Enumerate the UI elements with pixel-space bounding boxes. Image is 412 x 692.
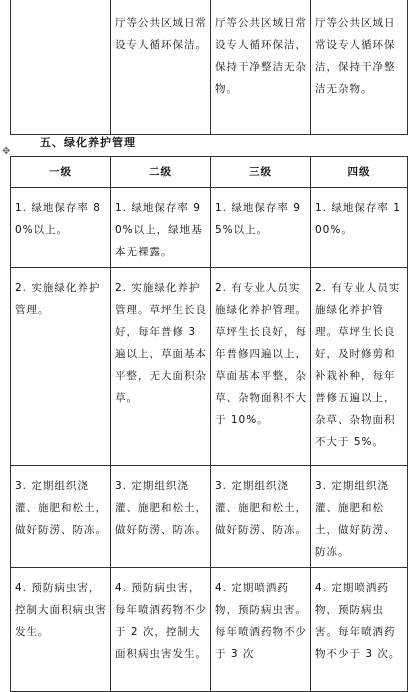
section-heading: 五、绿化养护管理 — [40, 136, 136, 149]
table-move-handle-icon[interactable]: ✥ — [2, 146, 11, 157]
table-cell: 4. 预防病虫害，控制大面积病虫害发生。 — [11, 568, 111, 692]
greening-maintenance-table — [10, 156, 408, 692]
table-row — [11, 466, 408, 568]
table-cell: 厅等公共区域日常设专人循环保洁。 — [111, 0, 211, 135]
table-cell: 3. 定期组织浇灌、施肥和松土，做好防涝、防冻。 — [11, 466, 111, 568]
column-header-level-1: 一级 — [11, 157, 111, 188]
table-row — [11, 0, 408, 135]
table-cell: 4. 定期喷洒药物，预防病虫害。每年喷洒药物不少于 3 次。 — [311, 568, 408, 692]
table-cell: 4. 定期喷洒药物，预防病虫害。每年喷洒药物不少于 3 次 — [211, 568, 311, 692]
table-cell — [11, 0, 111, 135]
table-cell: 1. 绿地保存率 90%以上，绿地基本无裸露。 — [111, 188, 211, 268]
table-row — [11, 568, 408, 692]
table-cell: 1. 绿地保存率 80%以上。 — [11, 188, 111, 268]
column-header-level-2: 二级 — [111, 157, 211, 188]
table-cell: 厅等公共区域日常设专人循环保洁，保持干净整洁无杂物。 — [211, 0, 311, 135]
column-header-level-4: 四级 — [311, 157, 408, 188]
table-row — [11, 188, 408, 268]
table-cell: 厅等公共区域日常设专人循环保洁，保持干净整洁无杂物。 — [311, 0, 408, 135]
table-cell: 2. 有专业人员实施绿化养护管理。草坪生长良好，及时修剪和补栽补种，每年普修五遍以上，杂草、杂物面积不大于 5%。 — [311, 268, 408, 466]
table-cell: 2. 实施绿化养护管理。草坪生长良好，每年普修 3 遍以上，草面基本平整，无大面积杂草。 — [111, 268, 211, 466]
table-cell: 2. 有专业人员实施绿化养护管理。草坪生长良好，每年普修四遍以上，草面基本平整，杂草、杂物面积不大于 10%。 — [211, 268, 311, 466]
table-cell: 3. 定期组织浇灌、施肥和松土，做好防涝、防冻。 — [111, 466, 211, 568]
table-cell: 4. 预防病虫害，每年喷洒药物不少于 2 次，控制大面积病虫害发生。 — [111, 568, 211, 692]
table-cell: 3. 定期组织浇灌、施肥和松土，做好防涝、防冻。 — [211, 466, 311, 568]
table-header-row — [11, 157, 408, 188]
table-cell: 2. 实施绿化养护管理。 — [11, 268, 111, 466]
table-cell: 1. 绿地保存率 100%。 — [311, 188, 408, 268]
previous-section-table-continuation — [10, 0, 408, 135]
table-cell: 1. 绿地保存率 95%以上。 — [211, 188, 311, 268]
column-header-level-3: 三级 — [211, 157, 311, 188]
table-cell: 3. 定期组织浇灌、施肥和松土，做好防涝、防冻。 — [311, 466, 408, 568]
table-row — [11, 268, 408, 466]
